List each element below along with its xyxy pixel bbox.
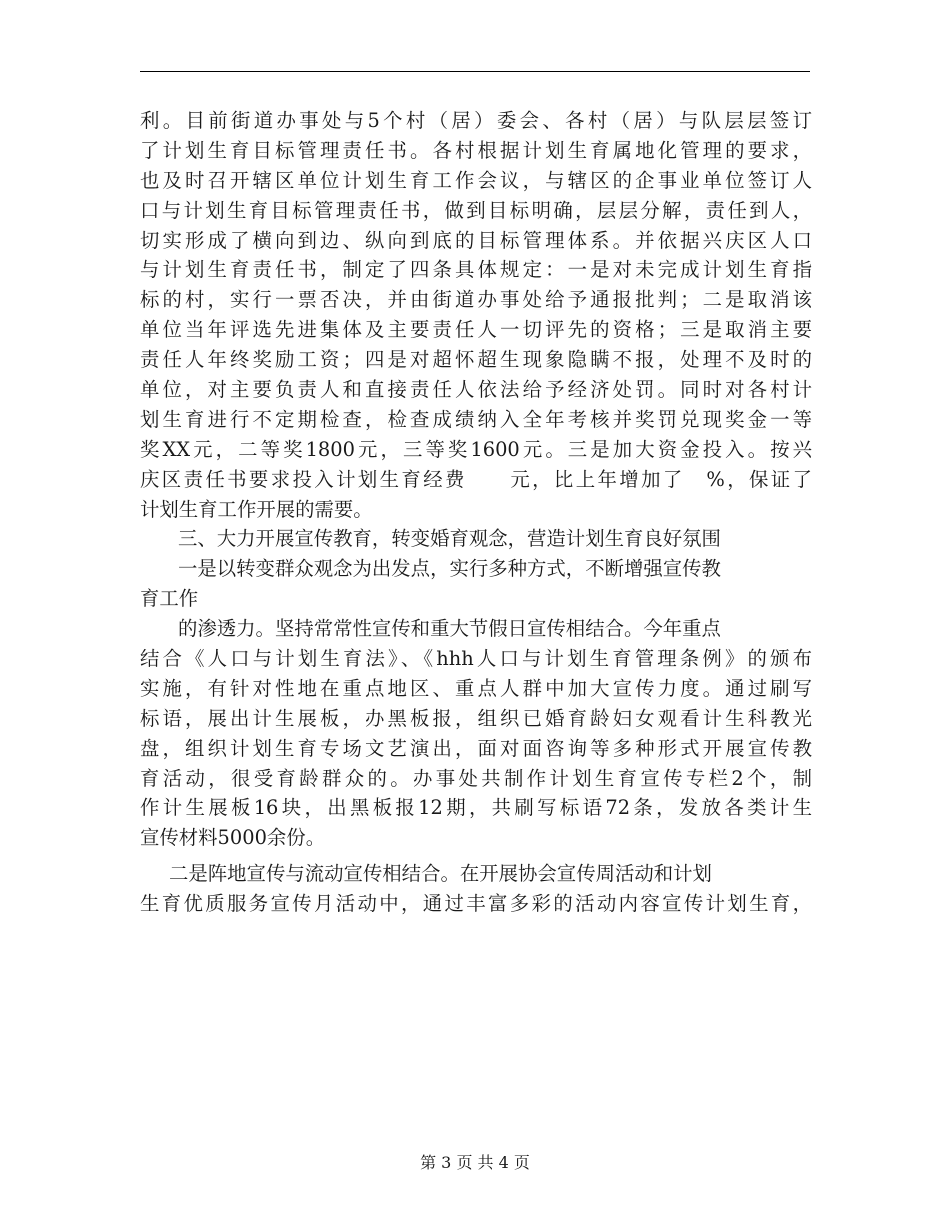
text-line: 一是以转变群众观念为出发点，实行多种方式，不断增强宣传教	[178, 557, 721, 581]
text-line: 庆区责任书要求投入计划生育经费 元，比上年增加了 %，保证了	[140, 467, 812, 491]
text-line: 计划生育工作开展的需要。	[140, 497, 373, 521]
header-rule	[140, 71, 810, 72]
text-line: 切实形成了横向到边、纵向到底的目标管理体系。并依据兴庆区人口	[140, 228, 812, 252]
text-line: 实施，有针对性地在重点地区、重点人群中加大宣传力度。通过刷写	[140, 676, 812, 700]
text-line: 划生育进行不定期检查，检查成绩纳入全年考核并奖罚兑现奖金一等	[140, 407, 812, 431]
text-line: 标的村，实行一票否决，并由街道办事处给予通报批判；二是取消该	[140, 288, 812, 312]
text-line: 责任人年终奖励工资；四是对超怀超生现象隐瞒不报，处理不及时的	[140, 348, 812, 372]
text-line: 口与计划生育目标管理责任书，做到目标明确，层层分解，责任到人，	[140, 198, 812, 222]
text-line: 育活动，很受育龄群众的。办事处共制作计划生育宣传专栏2个，制	[140, 766, 812, 790]
text-line: 的渗透力。坚持常常性宣传和重大节假日宣传相结合。今年重点	[178, 617, 721, 641]
text-line: 单位，对主要负责人和直接责任人依法给予经济处罚。同时对各村计	[140, 378, 812, 402]
text-line: 标语，展出计生展板，办黑板报，组织已婚育龄妇女观看计生科教光	[140, 706, 812, 730]
text-line: 单位当年评选先进集体及主要责任人一切评先的资格；三是取消主要	[140, 318, 812, 342]
text-line: 与计划生育责任书，制定了四条具体规定：一是对未完成计划生育指	[140, 258, 812, 282]
document-body	[140, 106, 812, 919]
text-line: 生育优质服务宣传月活动中，通过丰富多彩的活动内容宣传计划生育，	[140, 892, 812, 916]
text-line: 二是阵地宣传与流动宣传相结合。在开展协会宣传周活动和计划	[169, 862, 712, 886]
text-line: 宣传材料5000余份。	[140, 826, 326, 850]
text-line: 利。目前街道办事处与5个村（居）委会、各村（居）与队层层签订	[140, 109, 812, 132]
text-line: 作计生展板16块，出黑板报12期，共刷写标语72条，发放各类计生	[140, 796, 812, 820]
section-heading: 三、大力开展宣传教育，转变婚育观念，营造计划生育良好氛围	[178, 527, 721, 551]
text-line: 也及时召开辖区单位计划生育工作会议，与辖区的企事业单位签订人	[140, 168, 812, 192]
text-line: 育工作	[140, 587, 199, 611]
text-line: 了计划生育目标管理责任书。各村根据计划生育属地化管理的要求，	[140, 138, 812, 162]
text-line: 盘，组织计划生育专场文艺演出，面对面咨询等多种形式开展宣传教	[140, 736, 812, 760]
text-line: 奖XX元，二等奖1800元，三等奖1600元。三是加大资金投入。按兴	[140, 437, 812, 461]
text-line: 结合《人口与计划生育法》、《hhh人口与计划生育管理条例》的颁布	[140, 647, 812, 671]
page-number-footer: 第 3 页 共 4 页	[420, 1153, 530, 1172]
